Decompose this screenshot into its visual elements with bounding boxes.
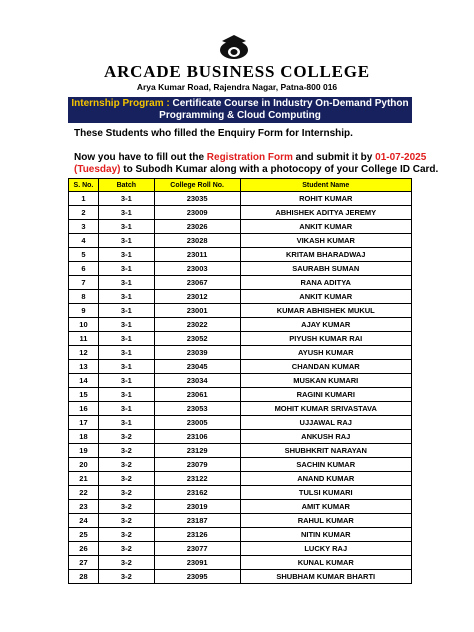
- table-header-row: [69, 179, 412, 192]
- cell-sno: 15: [69, 388, 99, 402]
- header-student-name: Student Name: [240, 179, 412, 192]
- cell-student-name: ANKIT KUMAR: [240, 220, 412, 234]
- table-row: [69, 402, 412, 416]
- header-sno: S. No.: [69, 179, 99, 192]
- banner-title-line-2: Programming & Cloud Computing: [159, 110, 321, 121]
- notice-line3-b: to Subodh Kumar along with a photocopy of your College ID Card.: [120, 164, 439, 175]
- table-row: [69, 528, 412, 542]
- cell-roll-no: 23026: [154, 220, 240, 234]
- cell-roll-no: 23187: [154, 514, 240, 528]
- cell-student-name: AYUSH KUMAR: [240, 346, 412, 360]
- cell-batch: 3-2: [98, 500, 154, 514]
- cell-batch: 3-2: [98, 528, 154, 542]
- cell-batch: 3-2: [98, 570, 154, 584]
- cell-batch: 3-2: [98, 444, 154, 458]
- table-row: [69, 360, 412, 374]
- cell-student-name: SACHIN KUMAR: [240, 458, 412, 472]
- cell-student-name: KRITAM BHARADWAJ: [240, 248, 412, 262]
- cell-sno: 1: [69, 192, 99, 206]
- cell-roll-no: 23095: [154, 570, 240, 584]
- cell-roll-no: 23122: [154, 472, 240, 486]
- cell-sno: 19: [69, 444, 99, 458]
- table-row: [69, 570, 412, 584]
- cell-batch: 3-2: [98, 430, 154, 444]
- cell-batch: 3-1: [98, 304, 154, 318]
- cell-batch: 3-1: [98, 374, 154, 388]
- table-row: [69, 332, 412, 346]
- cell-sno: 8: [69, 290, 99, 304]
- cell-student-name: KUMAR ABHISHEK MUKUL: [240, 304, 412, 318]
- cell-batch: 3-2: [98, 556, 154, 570]
- cell-roll-no: 23106: [154, 430, 240, 444]
- cell-sno: 27: [69, 556, 99, 570]
- cell-student-name: TULSI KUMARI: [240, 486, 412, 500]
- cell-student-name: RAGINI KUMARI: [240, 388, 412, 402]
- cell-sno: 16: [69, 402, 99, 416]
- cell-batch: 3-1: [98, 318, 154, 332]
- cell-sno: 7: [69, 276, 99, 290]
- cell-roll-no: 23079: [154, 458, 240, 472]
- table-row: [69, 346, 412, 360]
- table-row: [69, 556, 412, 570]
- table-row: [69, 248, 412, 262]
- cell-student-name: AMIT KUMAR: [240, 500, 412, 514]
- cell-batch: 3-1: [98, 402, 154, 416]
- notice-line2-c: and submit it by: [292, 152, 376, 163]
- table-row: [69, 542, 412, 556]
- cell-roll-no: 23011: [154, 248, 240, 262]
- header-roll-no: College Roll No.: [154, 179, 240, 192]
- table-row: [69, 318, 412, 332]
- cell-roll-no: 23126: [154, 528, 240, 542]
- cell-batch: 3-2: [98, 486, 154, 500]
- cell-student-name: ANAND KUMAR: [240, 472, 412, 486]
- table-row: [69, 234, 412, 248]
- cell-student-name: ANKUSH RAJ: [240, 430, 412, 444]
- cell-sno: 4: [69, 234, 99, 248]
- cell-sno: 3: [69, 220, 99, 234]
- cell-roll-no: 23012: [154, 290, 240, 304]
- cell-sno: 13: [69, 360, 99, 374]
- cell-sno: 24: [69, 514, 99, 528]
- cell-sno: 26: [69, 542, 99, 556]
- table-row: [69, 472, 412, 486]
- cell-sno: 18: [69, 430, 99, 444]
- cell-student-name: SHUBHAM KUMAR BHARTI: [240, 570, 412, 584]
- cell-student-name: CHANDAN KUMAR: [240, 360, 412, 374]
- cell-student-name: LUCKY RAJ: [240, 542, 412, 556]
- cell-batch: 3-1: [98, 276, 154, 290]
- college-name: ARCADE BUSINESS COLLEGE: [104, 62, 370, 81]
- deadline-date: 01-07-2025: [375, 152, 427, 163]
- deadline-day: (Tuesday): [74, 164, 121, 175]
- notice-instructions: [74, 152, 438, 176]
- cell-student-name: MOHIT KUMAR SRIVASTAVA: [240, 402, 412, 416]
- cell-sno: 2: [69, 206, 99, 220]
- cell-batch: 3-1: [98, 346, 154, 360]
- cell-roll-no: 23077: [154, 542, 240, 556]
- banner-prefix: Internship Program :: [71, 98, 173, 109]
- table-row: [69, 304, 412, 318]
- cell-roll-no: 23129: [154, 444, 240, 458]
- cell-batch: 3-1: [98, 290, 154, 304]
- cell-roll-no: 23052: [154, 332, 240, 346]
- cell-sno: 9: [69, 304, 99, 318]
- cell-roll-no: 23039: [154, 346, 240, 360]
- cell-batch: 3-1: [98, 234, 154, 248]
- cell-sno: 6: [69, 262, 99, 276]
- cell-sno: 21: [69, 472, 99, 486]
- banner-line-1: [68, 98, 412, 110]
- cell-student-name: SHUBHKRIT NARAYAN: [240, 444, 412, 458]
- table-row: [69, 290, 412, 304]
- cell-batch: 3-1: [98, 206, 154, 220]
- cell-roll-no: 23022: [154, 318, 240, 332]
- cell-sno: 10: [69, 318, 99, 332]
- header-batch: Batch: [98, 179, 154, 192]
- cell-roll-no: 23028: [154, 234, 240, 248]
- table-row: [69, 374, 412, 388]
- cell-roll-no: 23034: [154, 374, 240, 388]
- cell-roll-no: 23162: [154, 486, 240, 500]
- cell-sno: 14: [69, 374, 99, 388]
- table-body: [69, 192, 412, 584]
- cell-batch: 3-1: [98, 248, 154, 262]
- table-row: [69, 220, 412, 234]
- cell-student-name: PIYUSH KUMAR RAI: [240, 332, 412, 346]
- cell-sno: 12: [69, 346, 99, 360]
- cell-student-name: AJAY KUMAR: [240, 318, 412, 332]
- cell-sno: 17: [69, 416, 99, 430]
- notice-line2-a: Now you have to fill out the: [74, 152, 207, 163]
- cell-sno: 25: [69, 528, 99, 542]
- cell-sno: 22: [69, 486, 99, 500]
- cell-roll-no: 23005: [154, 416, 240, 430]
- cell-batch: 3-2: [98, 542, 154, 556]
- cell-roll-no: 23045: [154, 360, 240, 374]
- cell-roll-no: 23035: [154, 192, 240, 206]
- table-row: [69, 276, 412, 290]
- cell-roll-no: 23067: [154, 276, 240, 290]
- notice-line-1: These Students who filled the Enquiry Form for Internship.: [74, 128, 353, 139]
- table-row: [69, 444, 412, 458]
- cell-student-name: ROHIT KUMAR: [240, 192, 412, 206]
- cell-batch: 3-2: [98, 514, 154, 528]
- cell-batch: 3-1: [98, 360, 154, 374]
- table-row: [69, 430, 412, 444]
- banner-title-line-1: Certificate Course in Industry On-Demand Python: [172, 98, 409, 109]
- cell-roll-no: 23019: [154, 500, 240, 514]
- table-row: [69, 458, 412, 472]
- table-row: [69, 206, 412, 220]
- students-table: [68, 178, 412, 584]
- cell-roll-no: 23091: [154, 556, 240, 570]
- table-row: [69, 500, 412, 514]
- registration-form-text: Registration Form: [206, 152, 293, 163]
- cell-student-name: NITIN KUMAR: [240, 528, 412, 542]
- college-address: Arya Kumar Road, Rajendra Nagar, Patna-800 016: [136, 82, 338, 92]
- cell-batch: 3-2: [98, 458, 154, 472]
- program-banner: [68, 97, 412, 123]
- cell-student-name: ANKIT KUMAR: [240, 290, 412, 304]
- cell-batch: 3-1: [98, 262, 154, 276]
- cell-roll-no: 23061: [154, 388, 240, 402]
- cell-student-name: MUSKAN KUMARI: [240, 374, 412, 388]
- table-row: [69, 416, 412, 430]
- cell-student-name: KUNAL KUMAR: [240, 556, 412, 570]
- cell-student-name: SAURABH SUMAN: [240, 262, 412, 276]
- table-row: [69, 388, 412, 402]
- table-row: [69, 514, 412, 528]
- cell-sno: 20: [69, 458, 99, 472]
- cell-sno: 28: [69, 570, 99, 584]
- cell-batch: 3-1: [98, 332, 154, 346]
- cell-sno: 23: [69, 500, 99, 514]
- cell-roll-no: 23001: [154, 304, 240, 318]
- cell-batch: 3-2: [98, 472, 154, 486]
- cell-sno: 11: [69, 332, 99, 346]
- cell-student-name: RANA ADITYA: [240, 276, 412, 290]
- cell-batch: 3-1: [98, 416, 154, 430]
- college-logo: [216, 33, 252, 61]
- cell-batch: 3-1: [98, 388, 154, 402]
- cell-student-name: ABHISHEK ADITYA JEREMY: [240, 206, 412, 220]
- cell-student-name: VIKASH KUMAR: [240, 234, 412, 248]
- cell-roll-no: 23009: [154, 206, 240, 220]
- table-row: [69, 486, 412, 500]
- cell-student-name: UJJAWAL RAJ: [240, 416, 412, 430]
- cell-batch: 3-1: [98, 192, 154, 206]
- table-row: [69, 262, 412, 276]
- cell-roll-no: 23003: [154, 262, 240, 276]
- cell-student-name: RAHUL KUMAR: [240, 514, 412, 528]
- table-row: [69, 192, 412, 206]
- cell-sno: 5: [69, 248, 99, 262]
- cell-roll-no: 23053: [154, 402, 240, 416]
- cell-batch: 3-1: [98, 220, 154, 234]
